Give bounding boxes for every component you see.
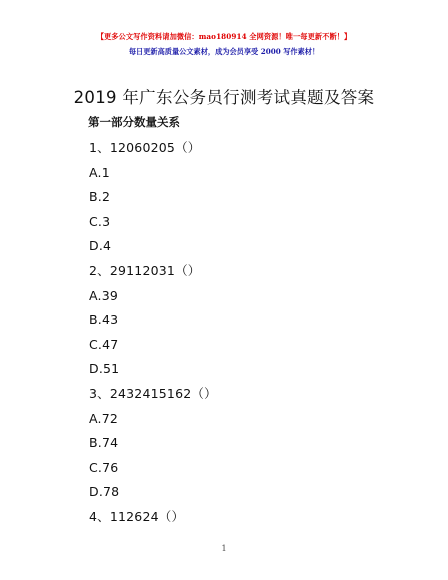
option-1a: A.1 bbox=[89, 164, 110, 180]
promo-banner bbox=[0, 30, 448, 58]
question-2: 2、29112031（） bbox=[89, 262, 201, 278]
option-2d: D.51 bbox=[89, 361, 120, 377]
section-heading: 第一部分数量关系 bbox=[88, 115, 180, 129]
question-3: 3、2432415162（） bbox=[89, 385, 217, 401]
option-3b: B.74 bbox=[89, 435, 119, 451]
promo-line-1: 【更多公文写作资料请加微信：mao180914 全网资源！唯一每更新不断！】 bbox=[96, 32, 352, 41]
option-1c: C.3 bbox=[89, 213, 111, 229]
question-1: 1、12060205（） bbox=[89, 140, 201, 155]
option-1d: D.4 bbox=[89, 238, 112, 254]
document-title: 2019 年广东公务员行测考试真题及答案 bbox=[73, 88, 375, 107]
option-2c: C.47 bbox=[89, 336, 119, 352]
option-3d: D.78 bbox=[89, 484, 120, 500]
option-2b: B.43 bbox=[89, 312, 119, 328]
page-number: 1 bbox=[221, 544, 227, 553]
question-list bbox=[89, 140, 217, 534]
question-4: 4、112624（） bbox=[89, 508, 185, 524]
promo-line-2: 每日更新高质量公文素材，成为会员享受 2000 写作素材！ bbox=[128, 47, 320, 56]
option-3a: A.72 bbox=[89, 410, 119, 426]
option-1b: B.2 bbox=[89, 189, 111, 205]
option-3c: C.76 bbox=[89, 459, 119, 475]
option-2a: A.39 bbox=[89, 287, 119, 303]
